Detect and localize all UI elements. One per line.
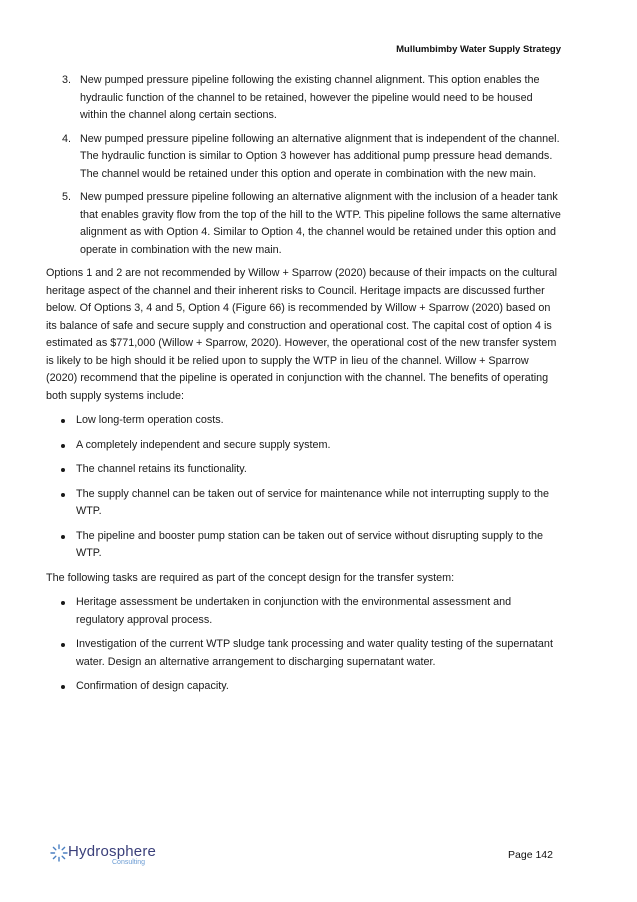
paragraph-recommendation: Options 1 and 2 are not recommended by Willow + Sparrow (2020) because of their impacts on the cultural heritage aspect of the channel and their inherent risks to Council. Heritage impacts are discussed further below. Of Options 3, 4 and 5, Option 4 (Figure 66) is recommended by Willow + Sparrow (2020) based on its balance of safe and secure supply and construction and operational cost. The capital cost of option 4 is estimated as $771,000 (Willow + Sparrow, 2020). However, the operational cost of the new transfer system is likely to be high should it be relied upon to supply the WTP in lieu of the channel. Willow + Sparrow (2020) recommend that the pipeline is operated in conjunction with the channel. The benefits of operating both supply systems include:	[46, 267, 558, 402]
list-item-text: Low long-term operation costs.	[76, 414, 224, 426]
hydrosphere-logo	[50, 842, 180, 872]
list-item-text: The pipeline and booster pump station can be taken out of service without disrupting supply to the WTP.	[76, 529, 543, 559]
list-item-text: The channel retains its functionality.	[76, 463, 247, 475]
list-number: 4.	[62, 132, 72, 145]
list-item	[46, 636, 562, 671]
sunburst-logo-icon	[50, 844, 68, 862]
list-item	[46, 189, 562, 259]
list-item-text: A completely independent and secure supply system.	[76, 438, 331, 451]
list-item	[46, 678, 562, 696]
logo-name: Hydrosphere	[68, 843, 157, 860]
page-number: Page 142	[508, 849, 553, 861]
bullet-icon	[61, 601, 65, 605]
list-number: 5.	[62, 191, 72, 203]
list-item-text: The supply channel can be taken out of service for maintenance while not interrupting supply to the WTP.	[76, 487, 549, 517]
bullet-icon	[61, 444, 65, 448]
paragraph-tasks-intro: The following tasks are required as part of the concept design for the transfer system:	[46, 571, 455, 584]
list-item	[46, 594, 562, 629]
list-item-text: New pumped pressure pipeline following an alternative alignment that is independent of the channel. The hydraulic function is similar to Option 3 however has additional pump pressure head demands. The channel would be retained under this option and operate in combination with the new main.	[80, 132, 560, 180]
list-item-text: Confirmation of design capacity.	[76, 680, 229, 692]
tasks-list	[46, 594, 562, 696]
bullet-icon	[61, 643, 65, 647]
main-content	[46, 72, 562, 703]
document-header-title: Mullumbimby Water Supply Strategy	[396, 44, 561, 55]
bullet-icon	[61, 468, 65, 472]
benefits-list	[46, 412, 562, 563]
bullet-icon	[61, 419, 65, 423]
list-item	[46, 437, 562, 455]
list-item	[46, 72, 562, 125]
list-item	[46, 461, 562, 479]
list-item	[46, 528, 562, 563]
bullet-icon	[61, 685, 65, 689]
options-list	[46, 72, 562, 259]
list-number: 3.	[62, 74, 72, 86]
list-item-text: Investigation of the current WTP sludge tank processing and water quality testing of the supernatant water. Design an alternative arrangement to discharging supernatant water.	[76, 638, 553, 668]
list-item	[46, 131, 562, 184]
list-item	[46, 412, 562, 430]
list-item	[46, 486, 562, 521]
list-item-text: New pumped pressure pipeline following the existing channel alignment. This option enables the hydraulic function of the channel to be retained, however the pipeline would need to be housed within the channel along certain sections.	[80, 74, 540, 121]
list-item-text: New pumped pressure pipeline following an alternative alignment with the inclusion of a header tank that enables gravity flow from the top of the hill to the WTP. This pipeline follows the same alternative alignment as with Option 4. Similar to Option 4, the channel would be retained under this option and operate in combination with the new main.	[80, 191, 561, 256]
bullet-icon	[61, 493, 65, 497]
list-item-text: Heritage assessment be undertaken in conjunction with the environmental assessment and regulatory approval process.	[76, 596, 512, 626]
bullet-icon	[61, 535, 65, 539]
logo-subtitle: Consulting	[112, 859, 146, 866]
